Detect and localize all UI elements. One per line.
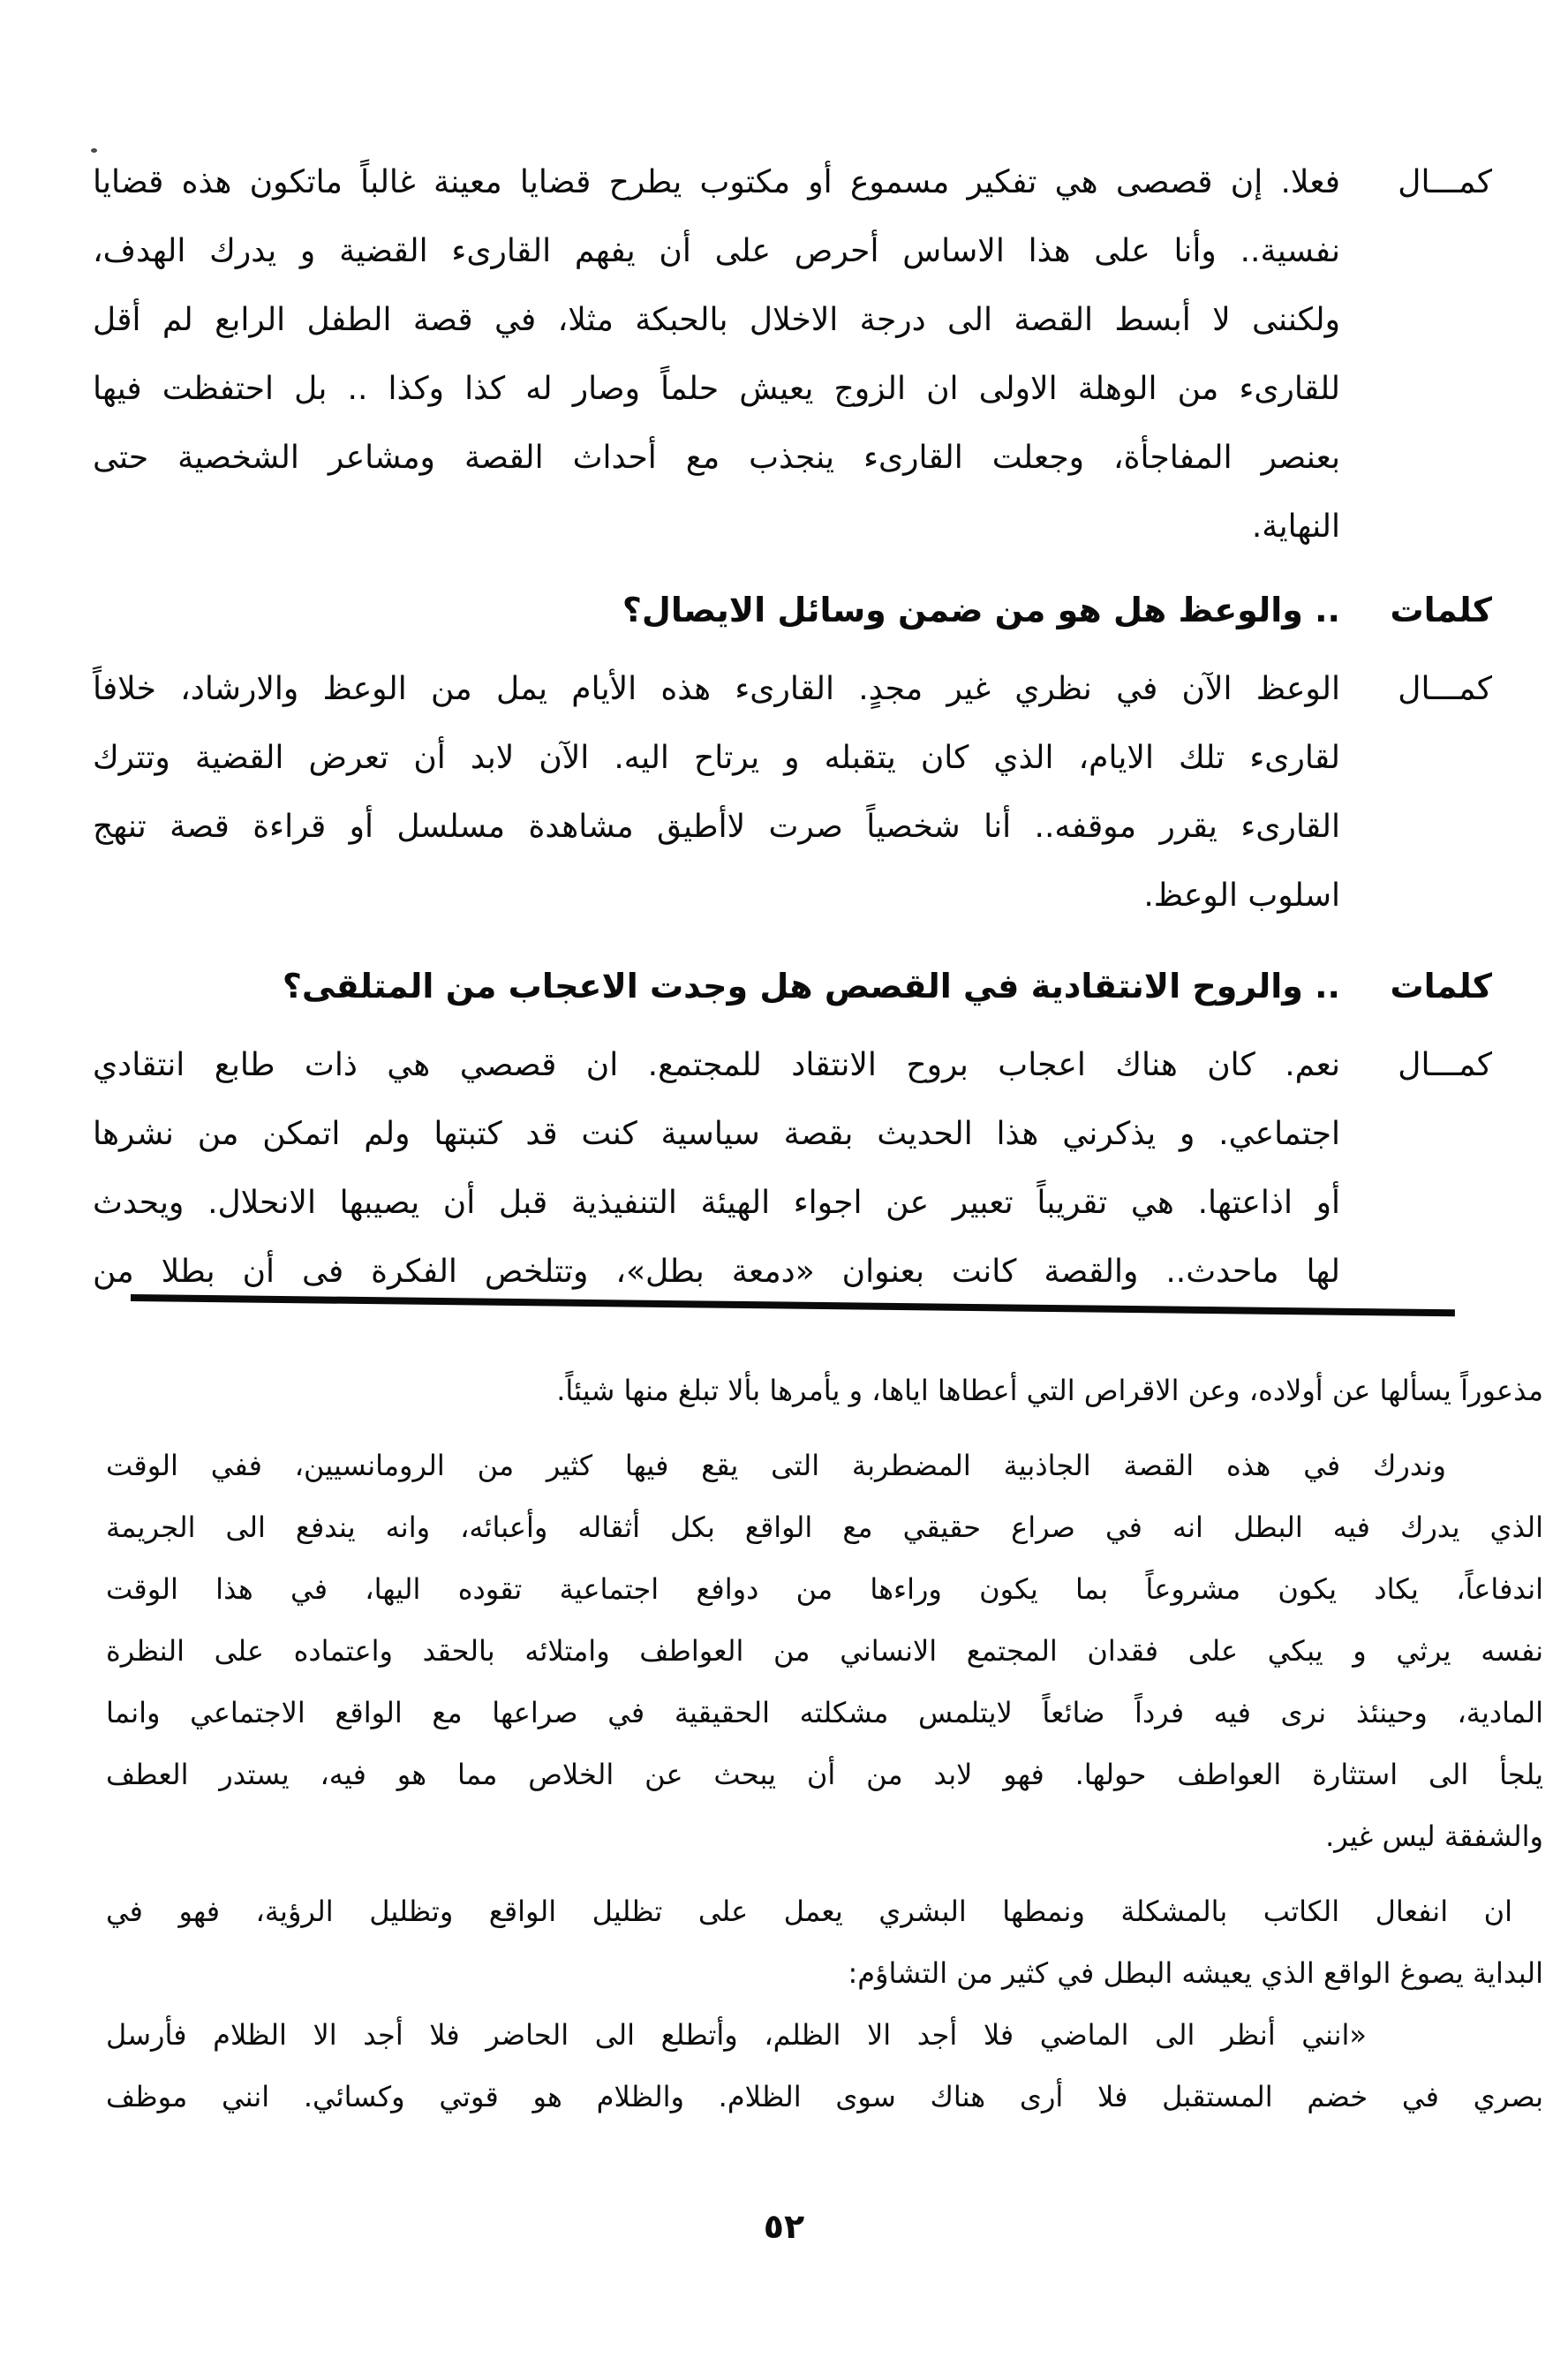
speech-text (93, 952, 1340, 1021)
footnote-line: مذعوراً يسألها عن أولاده، وعن الاقراص التي أعطاها اياها، و يأمرها بألا تبلغ منها شيئاً. (556, 1374, 1543, 1407)
footnote-paragraph (106, 1360, 1543, 1421)
page-number: ٥٢ (763, 2207, 805, 2246)
footnote-line: الذي يدرك فيه البطل انه في صراع حقيقي مع الواقع بكل أثقاله وأعبائه، وانه يندفع الى الجريمة (106, 1510, 1543, 1544)
footnote-paragraph (106, 2004, 1543, 2128)
speaker-label: كمـــال (1398, 671, 1492, 707)
footnote-line: المادية، وحينئذ نرى فيه فرداً ضائعاً لايتلمس مشكلته الحقيقية في صراعها مع الواقع الاجتماعي وانما (106, 1696, 1543, 1729)
footnote-line: والشفقة ليس غير. (1325, 1819, 1543, 1853)
text-line: .. والروح الانتقادية في القصص هل وجدت الاعجاب من المتلقى؟ (282, 967, 1340, 1006)
speech-text (93, 148, 1340, 561)
interview-question-row (93, 952, 1492, 1021)
footnote-paragraph (106, 1880, 1543, 2004)
interview-question-row (93, 576, 1492, 644)
speech-text (93, 655, 1340, 930)
speaker-label: كمـــال (1398, 164, 1492, 200)
text-line: اجتماعي. و يذكرني هذا الحديث بقصة سياسية كنت قد كتبتها ولم اتمكن من نشرها (93, 1116, 1340, 1152)
speaker-label: كلمات (1390, 591, 1492, 629)
text-line: القارىء يقرر موقفه.. أنا شخصياً صرت لاأطيق مشاهدة مسلسل أو قراءة قصة تنهج (93, 809, 1340, 845)
footnote-line: يلجأ الى استثارة العواطف حولها. فهو لابد من أن يبحث عن الخلاص مما هو فيه، يستدر العطف (106, 1758, 1543, 1791)
footnote-line: «انني أنظر الى الماضي فلا أجد الا الظلم، وأتطلع الى الحاضر فلا أجد الا الظلام فأرسل (106, 2018, 1367, 2052)
footnote-line: نفسه يرثي و يبكي على فقدان المجتمع الانساني من العواطف وامتلائه بالحقد واعتماده على النظرة (106, 1634, 1543, 1668)
footnote-line: وندرك في هذه القصة الجاذبية المضطربة التى يقع فيها كثير من الرومانسيين، ففي الوقت (106, 1449, 1446, 1482)
text-line: فعلا. إن قصصى هي تفكير مسموع أو مكتوب يطرح قضايا معينة غالباً ماتكون هذه قضايا (93, 164, 1340, 200)
footnote-line: بصري في خضم المستقبل فلا أرى هناك سوى الظلام. والظلام هو قوتي وكسائي. انني موظف (106, 2080, 1543, 2113)
footnote-line: اندفاعاً، يكاد يكون مشروعاً بما يكون وراءها من دوافع اجتماعية تقوده اليها، في هذا الوقت (106, 1572, 1543, 1606)
text-line: النهاية. (1251, 508, 1340, 545)
footnote-line: البداية يصوغ الواقع الذي يعيشه البطل في كثير من التشاؤم: (848, 1956, 1543, 1990)
interview-answer-row (93, 148, 1492, 561)
text-line: اسلوب الوعظ. (1143, 878, 1340, 914)
text-line: للقارىء من الوهلة الاولى ان الزوج يعيش حلماً وصار له كذا وكذا .. بل احتفظت فيها (93, 371, 1340, 407)
footnote-block (106, 1360, 1543, 2128)
footnote-paragraph (106, 1435, 1543, 1867)
text-line: نعم. كان هناك اعجاب بروح الانتقاد للمجتمع. ان قصصي هي ذات طابع انتقادي (93, 1047, 1340, 1083)
text-line: لها ماحدث.. والقصة كانت بعنوان «دمعة بطل»، وتتلخص الفكرة فى أن بطلا من (93, 1254, 1340, 1290)
speech-text (93, 1031, 1340, 1307)
text-line: الوعظ الآن في نظري غير مجدٍ. القارىء هذه الأيام يمل من الوعظ والارشاد، خلافاً (93, 671, 1340, 707)
text-line: بعنصر المفاجأة، وجعلت القارىء ينجذب مع أحداث القصة ومشاعر الشخصية حتى (93, 440, 1340, 476)
footnote-line: ان انفعال الكاتب بالمشكلة ونمطها البشري يعمل على تظليل الواقع وتظليل الرؤية، فهو في (106, 1895, 1512, 1928)
interview-answer-row (93, 1031, 1492, 1307)
text-line: نفسية.. وأنا على هذا الاساس أحرص على أن يفهم القارىء القضية و يدرك الهدف، (93, 233, 1340, 269)
text-line: ولكننى لا أبسط القصة الى درجة الاخلال بالحبكة مثلا، في قصة الطفل الرابع لم أقل (93, 302, 1340, 338)
speaker-label: كلمات (1390, 967, 1492, 1006)
text-line: أو اذاعتها. هي تقريباً تعبير عن اجواء الهيئة التنفيذية قبل أن يصيبها الانحلال. ويحدث (93, 1185, 1340, 1221)
interview-answer-row (93, 655, 1492, 930)
text-line: لقارىء تلك الايام، الذي كان يتقبله و يرتاح اليه. الآن لابد أن تعرض القضية وتترك (93, 740, 1340, 776)
text-line: .. والوعظ هل هو من ضمن وسائل الايصال؟ (622, 591, 1340, 629)
speech-text (93, 576, 1340, 644)
speaker-label: كمـــال (1398, 1047, 1492, 1083)
